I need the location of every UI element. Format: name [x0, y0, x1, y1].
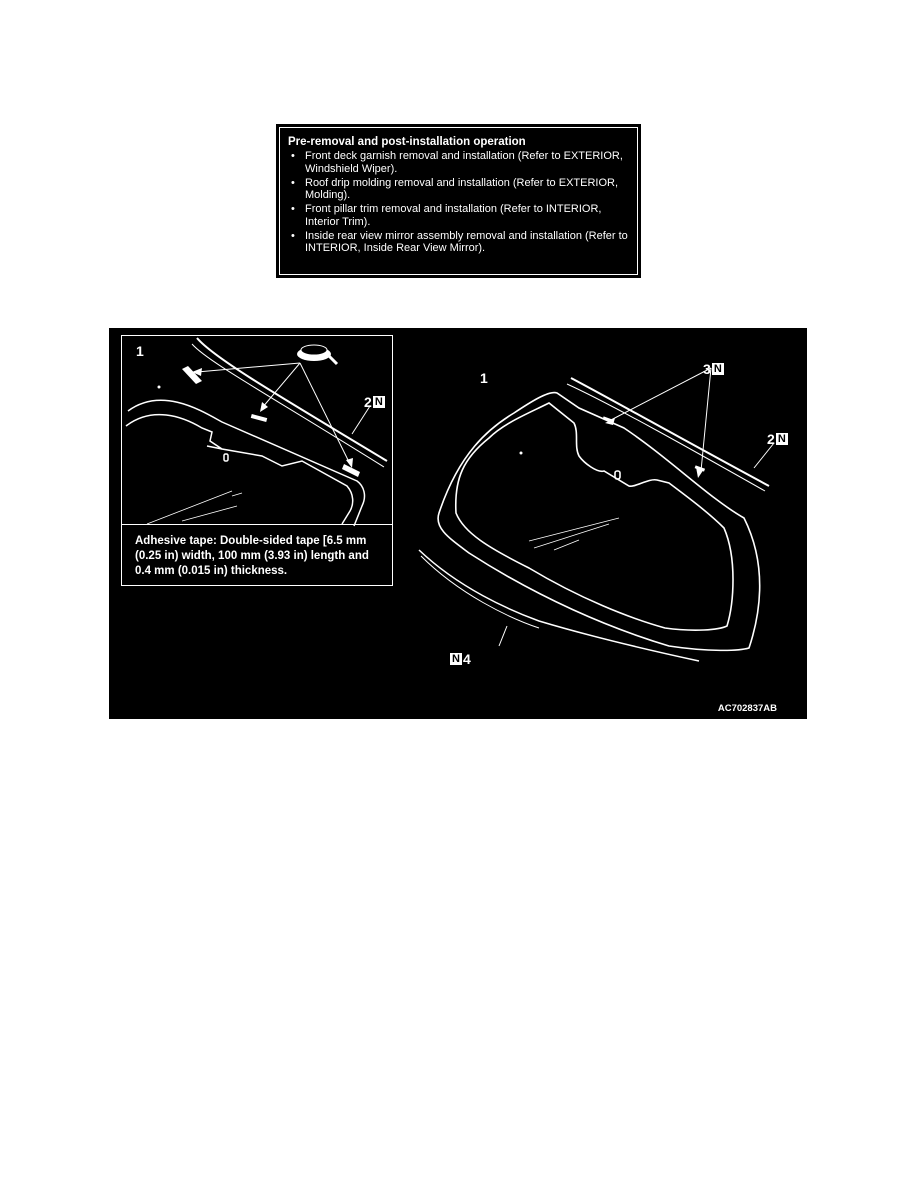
part-number-2-inset: 2	[364, 394, 372, 410]
new-part-mark-icon: N	[450, 653, 462, 665]
note-item-roof-drip: • Roof drip molding removal and installation (Refer to EXTERIOR, Molding).	[288, 177, 629, 202]
label-part-2-main	[767, 432, 789, 446]
note-title: Pre-removal and post-installation operation	[288, 136, 526, 148]
note-list	[288, 150, 629, 255]
part-number-2-main: 2	[767, 431, 775, 447]
note-item-pillar-trim: • Front pillar trim removal and installation (Refer to INTERIOR, Interior Trim).	[288, 203, 629, 228]
note-item-mirror: • Inside rear view mirror assembly removal and installation (Refer to INTERIOR, Inside Rear View Mirror).	[288, 230, 629, 255]
label-part-4	[449, 652, 471, 666]
part-number-4: 4	[463, 651, 471, 667]
new-part-mark-icon: N	[776, 433, 788, 445]
new-part-mark-icon: N	[373, 396, 385, 408]
label-part-1-inset: 1	[136, 343, 144, 359]
note-frame	[279, 127, 638, 275]
label-part-2-inset	[364, 395, 386, 409]
label-part-1-main: 1	[480, 370, 488, 386]
windshield-illustration	[109, 328, 807, 719]
adhesive-tape-caption: Adhesive tape: Double-sided tape [6.5 mm (0.25 in) width, 100 mm (3.93 in) length and 0.4 mm (0.015 in) thickness.	[135, 535, 369, 577]
pre-removal-note-box	[276, 124, 641, 278]
label-part-3	[703, 362, 725, 376]
part-number-3: 3	[703, 361, 711, 377]
note-item-front-deck: • Front deck garnish removal and installation (Refer to EXTERIOR, Windshield Wiper).	[288, 150, 629, 175]
new-part-mark-icon: N	[712, 363, 724, 375]
figure-code: AC702837AB	[717, 703, 777, 714]
